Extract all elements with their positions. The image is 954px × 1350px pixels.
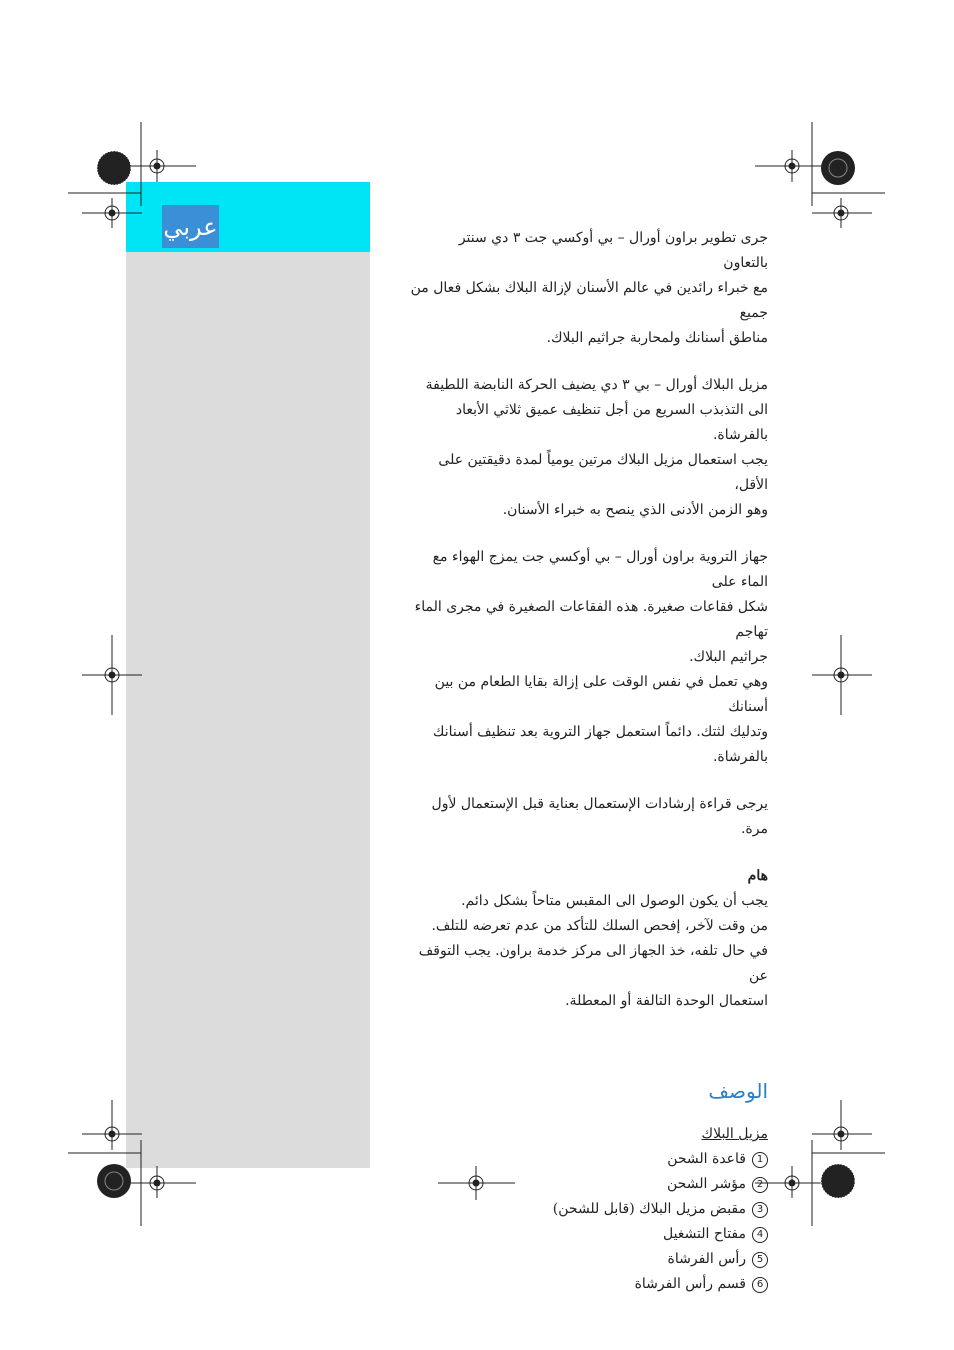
intro-paragraph-3: جهاز التروية براون أورال – بي أوكسي جت يمزج الهواء مع الماء على شكل فقاعات صغيرة. هذه الفقاعات الصغيرة في مجرى الماء تهاجم جراثيم البلاك. وهي تعمل في نفس الوقت على إزالة بقايا الطعام من بين أسنانك وتدليك لثتك. دائماً استعمل جهاز التروية بعد تنظيف أسنانك بالفرشاة. xyxy=(414,549,768,765)
description-subtitle: مزيل البلاك xyxy=(701,1126,768,1142)
list-item xyxy=(410,1272,768,1297)
list-item xyxy=(410,1247,768,1272)
item-label: قاعدة الشحن xyxy=(667,1151,746,1167)
list-item xyxy=(410,1222,768,1247)
item-number: 5 xyxy=(752,1252,768,1268)
language-tab: عربي xyxy=(162,205,219,248)
item-label: قسم رأس الفرشاة xyxy=(634,1276,746,1292)
intro-paragraph-2: مزيل البلاك أورال – بي ٣ دي يضيف الحركة النابضة اللطيفة الى التذبذب السريع من أجل تنظيف عميق ثلاثي الأبعاد بالفرشاة. يجب استعمال مزيل البلاك مرتين يومياً لمدة دقيقتين على الأقل، وهو الزمن الأدنى الذي ينصح به خبراء الأسنان. xyxy=(425,377,768,518)
item-label: مؤشر الشحن xyxy=(667,1176,746,1192)
main-content xyxy=(410,226,768,1297)
item-number: 4 xyxy=(752,1227,768,1243)
list-item xyxy=(410,1147,768,1172)
list-item xyxy=(410,1172,768,1197)
intro-paragraph-1: جرى تطوير براون أورال – بي أوكسي جت ٣ دي سنتر بالتعاون مع خبراء رائدين في عالم الأسنان لإزالة البلاك بشكل فعال من جميع مناطق أسنانك ولمحاربة جراثيم البلاك. xyxy=(410,230,768,346)
item-number: 6 xyxy=(752,1277,768,1293)
intro-paragraph-4: يرجى قراءة إرشادات الإستعمال بعناية قبل الإستعمال لأول مرة. xyxy=(431,796,768,837)
item-label: مقبض مزيل البلاك (قابل للشحن) xyxy=(552,1201,746,1217)
important-text: يجب أن يكون الوصول الى المقبس متاحاً بشكل دائم. من وقت لآخر، إفحص السلك للتأكد من عدم تعرضه للتلف. في حال تلفه، خذ الجهاز الى مركز خدمة براون. يجب التوقف عن استعمال الوحدة التالفة أو المعطلة. xyxy=(418,893,768,1009)
important-title: هام xyxy=(747,868,768,884)
item-number: 2 xyxy=(752,1177,768,1193)
item-label: رأس الفرشاة xyxy=(667,1251,746,1267)
description-title: الوصف xyxy=(708,1079,768,1103)
item-label: مفتاح التشغيل xyxy=(662,1226,746,1242)
list-item xyxy=(410,1197,768,1222)
parts-list xyxy=(410,1147,768,1297)
item-number: 1 xyxy=(752,1152,768,1168)
item-number: 3 xyxy=(752,1202,768,1218)
